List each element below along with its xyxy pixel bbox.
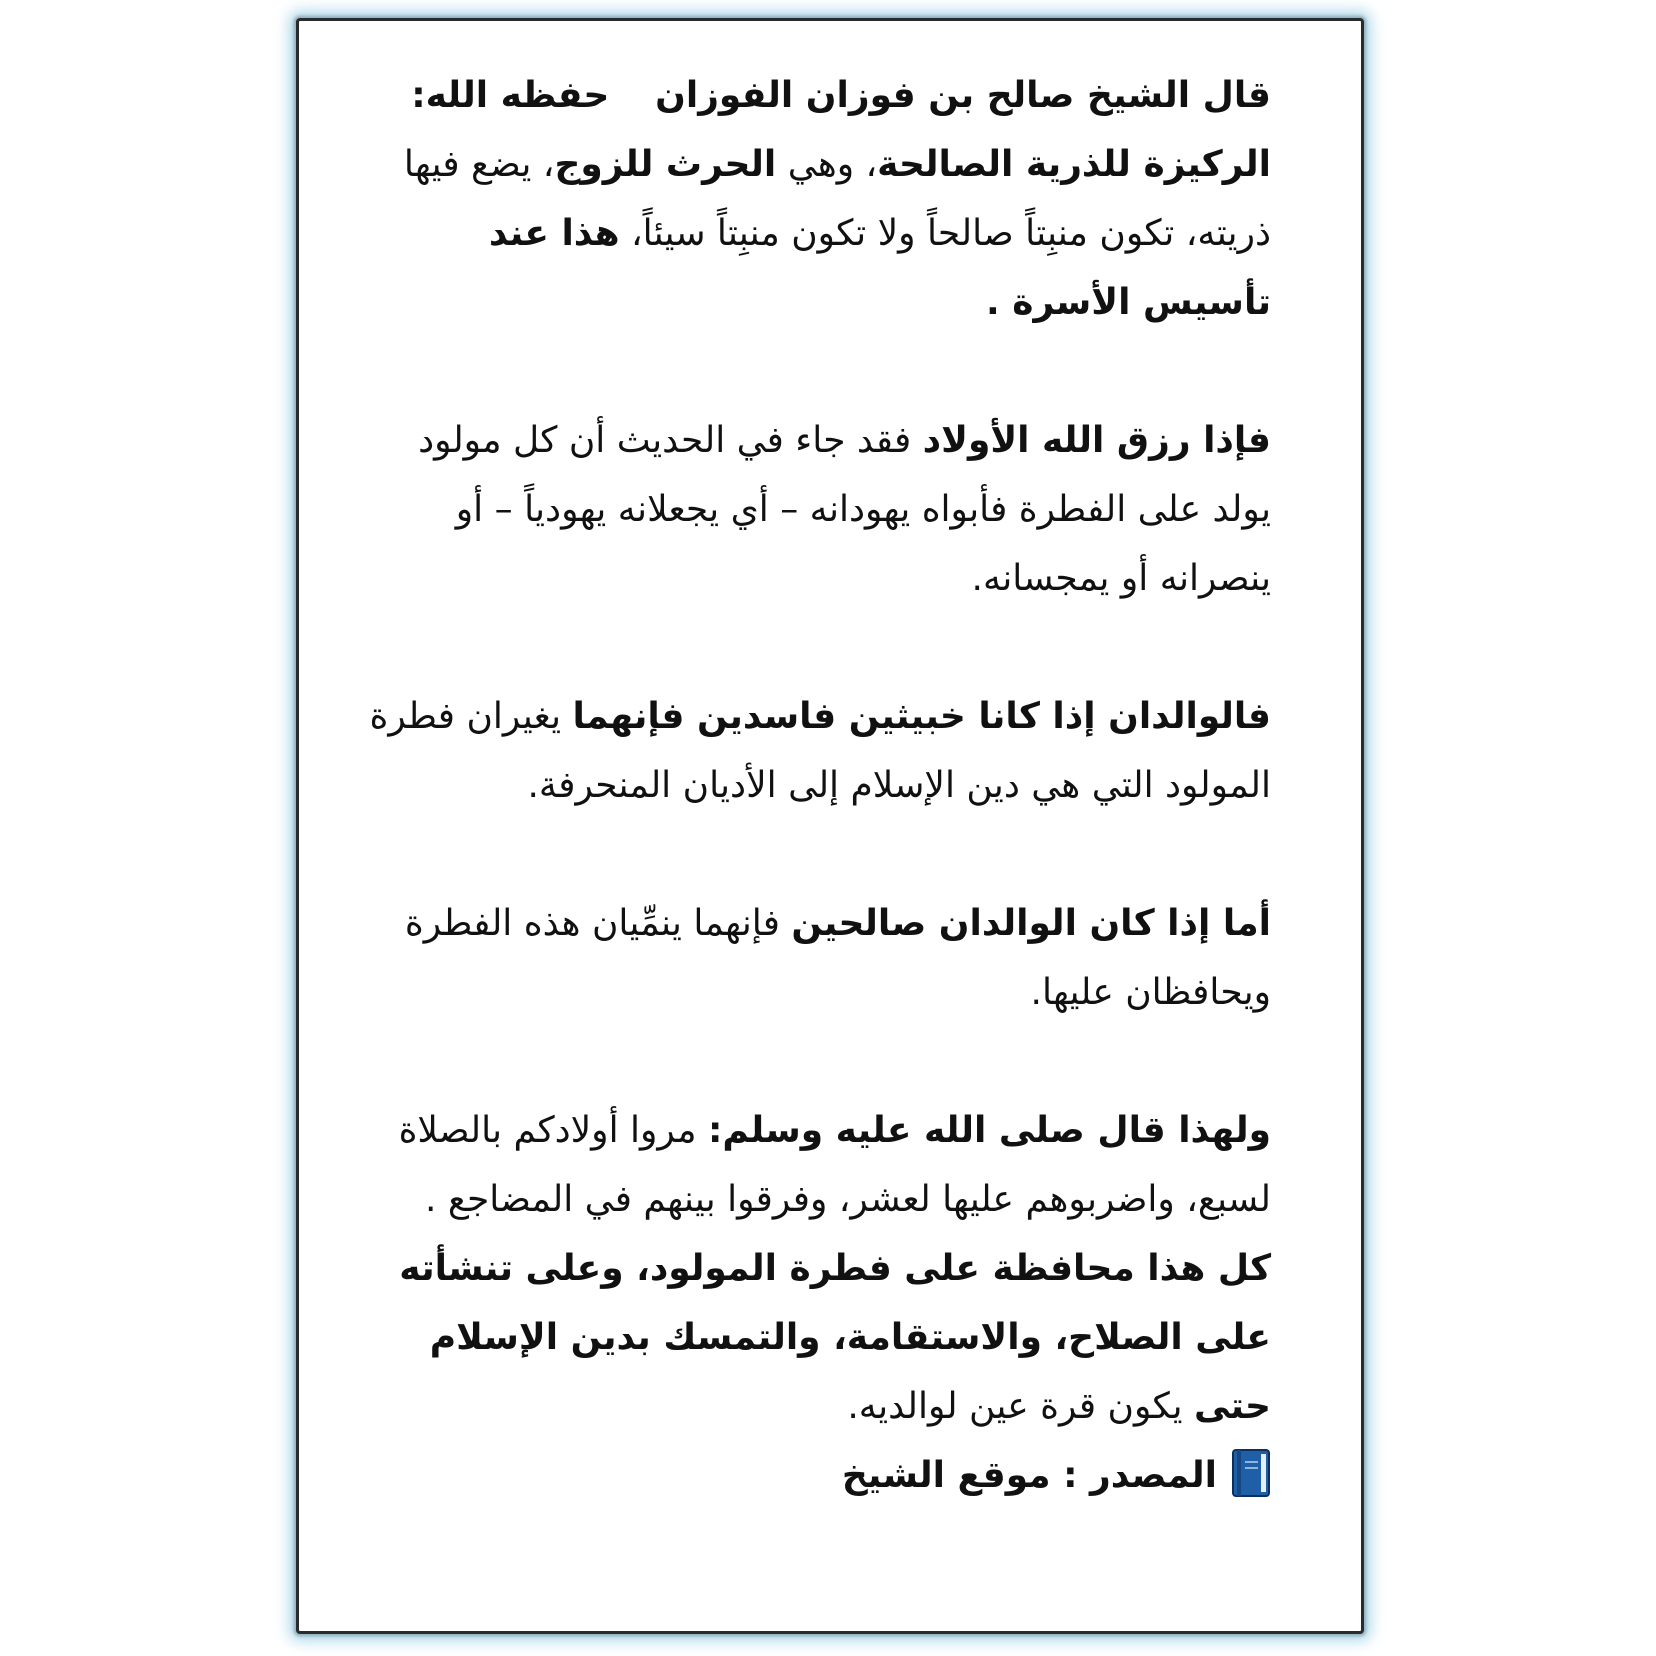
bold-opening: فالوالدان إذا كانا خبيثين فاسدين فإنهما (572, 696, 1271, 737)
text-2: ، يضع فيها ذريته، تكون منبِتاً صالحاً ولا تكون منبِتاً سيئاً، (403, 144, 1271, 254)
paragraph-hadith (361, 1096, 1271, 1234)
author-intro: قال الشيخ صالح بن فوزان الفوزان (655, 75, 1271, 116)
text-1: ، وهي (776, 144, 878, 185)
article-body (361, 61, 1271, 1510)
paragraph-text: مروا أولادكم بالصلاة لسبع، واضربوهم عليها لعشر، وفرقوا بينهم في المضاجع . (398, 1110, 1271, 1220)
paragraph-conclusion (361, 1234, 1271, 1441)
blue-book-icon (1231, 1448, 1271, 1498)
bold-topic-2: الحرث للزوج (554, 144, 777, 185)
paragraph-intro (361, 61, 1271, 337)
bold-opening: فإذا رزق الله الأولاد (922, 420, 1271, 461)
bold-text: كل هذا محافظة على فطرة المولود، وعلى تنشأته على الصلاح، والاستقامة، والتمسك بدين الإسلام حتى (399, 1248, 1271, 1427)
source-label: المصدر : موقع الشيخ (841, 1455, 1217, 1496)
honorific: حفظه الله: (411, 75, 610, 116)
paragraph-corrupt-parents (361, 682, 1271, 820)
bold-closing: هذا عند تأسيس الأسرة . (488, 213, 1271, 323)
paragraph-text: فإنهما ينمِّيان هذه الفطرة ويحافظان عليها. (404, 903, 1271, 1013)
paragraph-text: يكون قرة عين لوالديه. (847, 1386, 1194, 1427)
paragraph-righteous-parents (361, 889, 1271, 1027)
paragraph-children (361, 406, 1271, 613)
text-card (296, 18, 1364, 1634)
bold-opening: ولهذا قال صلى الله عليه وسلم: (708, 1110, 1271, 1151)
bold-topic-1: الركيزة للذرية الصالحة (877, 144, 1271, 185)
paragraph-text: يغيران فطرة المولود التي هي دين الإسلام إلى الأديان المنحرفة. (369, 696, 1271, 806)
paragraph-text: فقد جاء في الحديث أن كل مولود يولد على الفطرة فأبواه يهودانه – أي يجعلانه يهودياً – أو ينصرانه أو يمجسانه. (418, 420, 1271, 599)
source-line (361, 1441, 1271, 1510)
bold-opening: أما إذا كان الوالدان صالحين (791, 903, 1271, 944)
